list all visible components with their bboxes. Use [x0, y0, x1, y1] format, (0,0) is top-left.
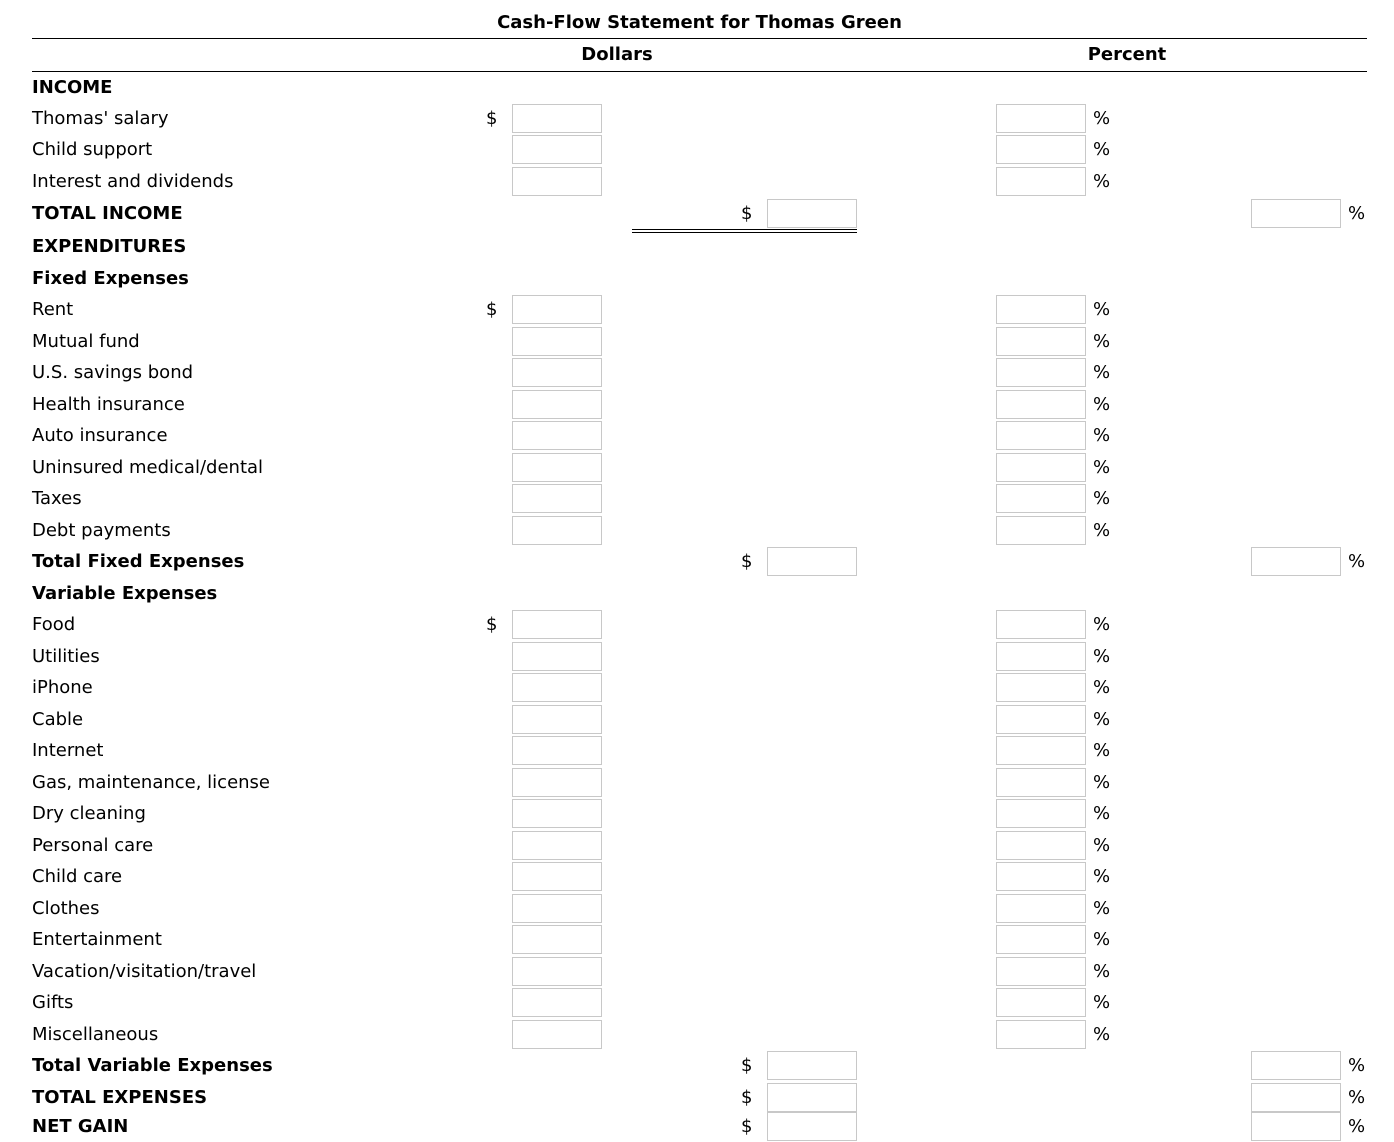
- line-item-label: Dry cleaning: [32, 803, 146, 824]
- percent-sign: %: [1348, 551, 1366, 572]
- percent-sign: %: [1093, 992, 1111, 1013]
- line-item-label: Rent: [32, 299, 74, 320]
- line-item-label: U.S. savings bond: [32, 362, 194, 383]
- total-fixed-percent-input[interactable]: [1251, 547, 1341, 576]
- line-item-label: Food: [32, 614, 76, 635]
- variable-expense-row: [0, 704, 1394, 735]
- percent-sign: %: [1348, 1116, 1366, 1137]
- dollar-sign: $: [741, 551, 753, 572]
- fixed-expense-row: [0, 515, 1394, 546]
- dollar-sign: $: [741, 1087, 753, 1108]
- line-item-label: Child care: [32, 866, 123, 887]
- line-item-label: Gifts: [32, 992, 74, 1013]
- line-item-label: Miscellaneous: [32, 1024, 159, 1045]
- income-row: [0, 166, 1394, 197]
- statement-title: Cash-Flow Statement for Thomas Green: [497, 12, 902, 33]
- fixed-expense-row: [0, 452, 1394, 483]
- fixed-expense-row: [0, 420, 1394, 451]
- total-income-percent-input[interactable]: [1251, 199, 1341, 228]
- total-variable-row: [0, 1050, 1394, 1081]
- percent-sign: %: [1093, 139, 1111, 160]
- mutual-fund-dollars-input[interactable]: [512, 327, 602, 356]
- dollar-sign: $: [486, 299, 498, 320]
- income-row: [0, 134, 1394, 165]
- total-expenses-label: TOTAL EXPENSES: [32, 1087, 208, 1108]
- percent-sign: %: [1093, 457, 1111, 478]
- section-heading-row: [0, 263, 1394, 294]
- iphone-percent-input[interactable]: [996, 673, 1086, 702]
- variable-expense-row: [0, 956, 1394, 987]
- auto-insurance-dollars-input[interactable]: [512, 421, 602, 450]
- variable-expense-row: [0, 767, 1394, 798]
- variable-expense-row: [0, 893, 1394, 924]
- variable-expense-row: [0, 672, 1394, 703]
- health-insurance-dollars-input[interactable]: [512, 390, 602, 419]
- line-item-label: Internet: [32, 740, 104, 761]
- section-heading-row: [0, 578, 1394, 609]
- total-income-dollars-input[interactable]: [767, 199, 857, 228]
- total-variable-dollars-input[interactable]: [767, 1051, 857, 1080]
- line-item-label: iPhone: [32, 677, 93, 698]
- percent-sign: %: [1093, 108, 1111, 129]
- internet-percent-input[interactable]: [996, 736, 1086, 765]
- debt-payments-dollars-input[interactable]: [512, 516, 602, 545]
- variable-expense-row: [0, 830, 1394, 861]
- variable-expense-row: [0, 861, 1394, 892]
- entertainment-dollars-input[interactable]: [512, 925, 602, 954]
- percent-column-header: Percent: [1087, 44, 1167, 65]
- percent-sign: %: [1093, 898, 1111, 919]
- line-item-label: Auto insurance: [32, 425, 168, 446]
- section-heading-row: [0, 231, 1394, 262]
- taxes-dollars-input[interactable]: [512, 484, 602, 513]
- percent-sign: %: [1093, 929, 1111, 950]
- percent-sign: %: [1093, 171, 1111, 192]
- clothes-dollars-input[interactable]: [512, 894, 602, 923]
- percent-sign: %: [1093, 835, 1111, 856]
- health-insurance-percent-input[interactable]: [996, 390, 1086, 419]
- net-gain-label: NET GAIN: [32, 1116, 129, 1137]
- line-item-label: Interest and dividends: [32, 171, 234, 192]
- auto-insurance-percent-input[interactable]: [996, 421, 1086, 450]
- net-gain-row: [0, 1111, 1394, 1142]
- utilities-dollars-input[interactable]: [512, 642, 602, 671]
- percent-sign: %: [1093, 740, 1111, 761]
- thomas-salary-percent-input[interactable]: [996, 104, 1086, 133]
- percent-sign: %: [1093, 866, 1111, 887]
- cable-dollars-input[interactable]: [512, 705, 602, 734]
- food-percent-input[interactable]: [996, 610, 1086, 639]
- interest-dividends-percent-input[interactable]: [996, 167, 1086, 196]
- child-support-percent-input[interactable]: [996, 135, 1086, 164]
- income-heading: INCOME: [32, 77, 113, 98]
- fixed-expense-row: [0, 326, 1394, 357]
- percent-sign: %: [1093, 961, 1111, 982]
- percent-sign: %: [1093, 331, 1111, 352]
- mutual-fund-percent-input[interactable]: [996, 327, 1086, 356]
- total-expenses-dollars-input[interactable]: [767, 1083, 857, 1112]
- line-item-label: Debt payments: [32, 520, 171, 541]
- percent-sign: %: [1093, 677, 1111, 698]
- line-item-label: Clothes: [32, 898, 100, 919]
- percent-sign: %: [1093, 614, 1111, 635]
- savings-bond-dollars-input[interactable]: [512, 358, 602, 387]
- uninsured-medical-percent-input[interactable]: [996, 453, 1086, 482]
- variable-expense-row: [0, 609, 1394, 640]
- net-gain-percent-input[interactable]: [1251, 1112, 1341, 1141]
- variable-expense-row: [0, 641, 1394, 672]
- variable-expense-row: [0, 1019, 1394, 1050]
- percent-sign: %: [1093, 646, 1111, 667]
- dry-cleaning-dollars-input[interactable]: [512, 799, 602, 828]
- clothes-percent-input[interactable]: [996, 894, 1086, 923]
- percent-sign: %: [1093, 1024, 1111, 1045]
- total-income-row: [0, 198, 1394, 229]
- child-care-dollars-input[interactable]: [512, 862, 602, 891]
- income-row: [0, 103, 1394, 134]
- header-rule-top: [32, 38, 1367, 39]
- internet-dollars-input[interactable]: [512, 736, 602, 765]
- total-variable-label: Total Variable Expenses: [32, 1055, 273, 1076]
- line-item-label: Uninsured medical/dental: [32, 457, 264, 478]
- percent-sign: %: [1093, 803, 1111, 824]
- line-item-label: Child support: [32, 139, 153, 160]
- percent-sign: %: [1348, 203, 1366, 224]
- dollar-sign: $: [741, 203, 753, 224]
- line-item-label: Vacation/visitation/travel: [32, 961, 257, 982]
- total-variable-percent-input[interactable]: [1251, 1051, 1341, 1080]
- line-item-label: Health insurance: [32, 394, 185, 415]
- taxes-percent-input[interactable]: [996, 484, 1086, 513]
- total-fixed-row: [0, 546, 1394, 577]
- dollar-sign: $: [741, 1055, 753, 1076]
- variable-expense-row: [0, 735, 1394, 766]
- rent-dollars-input[interactable]: [512, 295, 602, 324]
- total-income-label: TOTAL INCOME: [32, 203, 183, 224]
- gifts-percent-input[interactable]: [996, 988, 1086, 1017]
- line-item-label: Personal care: [32, 835, 154, 856]
- variable-expense-row: [0, 987, 1394, 1018]
- percent-sign: %: [1093, 520, 1111, 541]
- dry-cleaning-percent-input[interactable]: [996, 799, 1086, 828]
- percent-sign: %: [1093, 362, 1111, 383]
- line-item-label: Gas, maintenance, license: [32, 772, 270, 793]
- child-support-dollars-input[interactable]: [512, 135, 602, 164]
- vacation-travel-dollars-input[interactable]: [512, 957, 602, 986]
- dollar-sign: $: [486, 614, 498, 635]
- variable-expenses-heading: Variable Expenses: [32, 583, 218, 604]
- fixed-expense-row: [0, 389, 1394, 420]
- personal-care-percent-input[interactable]: [996, 831, 1086, 860]
- cable-percent-input[interactable]: [996, 705, 1086, 734]
- total-fixed-dollars-input[interactable]: [767, 547, 857, 576]
- iphone-dollars-input[interactable]: [512, 673, 602, 702]
- line-item-label: Mutual fund: [32, 331, 140, 352]
- personal-care-dollars-input[interactable]: [512, 831, 602, 860]
- percent-sign: %: [1093, 709, 1111, 730]
- line-item-label: Utilities: [32, 646, 100, 667]
- fixed-expenses-heading: Fixed Expenses: [32, 268, 189, 289]
- percent-sign: %: [1348, 1055, 1366, 1076]
- section-heading-row: [0, 72, 1394, 103]
- line-item-label: Cable: [32, 709, 84, 730]
- total-expenses-row: [0, 1082, 1394, 1113]
- gas-maintenance-dollars-input[interactable]: [512, 768, 602, 797]
- miscellaneous-percent-input[interactable]: [996, 1020, 1086, 1049]
- percent-sign: %: [1093, 425, 1111, 446]
- dollar-sign: $: [486, 108, 498, 129]
- line-item-label: Thomas' salary: [32, 108, 169, 129]
- line-item-label: Taxes: [32, 488, 82, 509]
- percent-sign: %: [1093, 488, 1111, 509]
- debt-payments-percent-input[interactable]: [996, 516, 1086, 545]
- utilities-percent-input[interactable]: [996, 642, 1086, 671]
- dollars-column-header: Dollars: [581, 44, 653, 65]
- thomas-salary-dollars-input[interactable]: [512, 104, 602, 133]
- percent-sign: %: [1093, 299, 1111, 320]
- total-fixed-label: Total Fixed Expenses: [32, 551, 245, 572]
- gas-maintenance-percent-input[interactable]: [996, 768, 1086, 797]
- expenditures-heading: EXPENDITURES: [32, 236, 187, 257]
- uninsured-medical-dollars-input[interactable]: [512, 453, 602, 482]
- total-expenses-percent-input[interactable]: [1251, 1083, 1341, 1112]
- interest-dividends-dollars-input[interactable]: [512, 167, 602, 196]
- percent-sign: %: [1093, 772, 1111, 793]
- miscellaneous-dollars-input[interactable]: [512, 1020, 602, 1049]
- percent-sign: %: [1093, 394, 1111, 415]
- dollar-sign: $: [741, 1116, 753, 1137]
- fixed-expense-row: [0, 294, 1394, 325]
- variable-expense-row: [0, 798, 1394, 829]
- fixed-expense-row: [0, 483, 1394, 514]
- entertainment-percent-input[interactable]: [996, 925, 1086, 954]
- rent-percent-input[interactable]: [996, 295, 1086, 324]
- percent-sign: %: [1348, 1087, 1366, 1108]
- fixed-expense-row: [0, 357, 1394, 388]
- variable-expense-row: [0, 924, 1394, 955]
- gifts-dollars-input[interactable]: [512, 988, 602, 1017]
- child-care-percent-input[interactable]: [996, 862, 1086, 891]
- net-gain-dollars-input[interactable]: [767, 1112, 857, 1141]
- food-dollars-input[interactable]: [512, 610, 602, 639]
- vacation-travel-percent-input[interactable]: [996, 957, 1086, 986]
- savings-bond-percent-input[interactable]: [996, 358, 1086, 387]
- line-item-label: Entertainment: [32, 929, 162, 950]
